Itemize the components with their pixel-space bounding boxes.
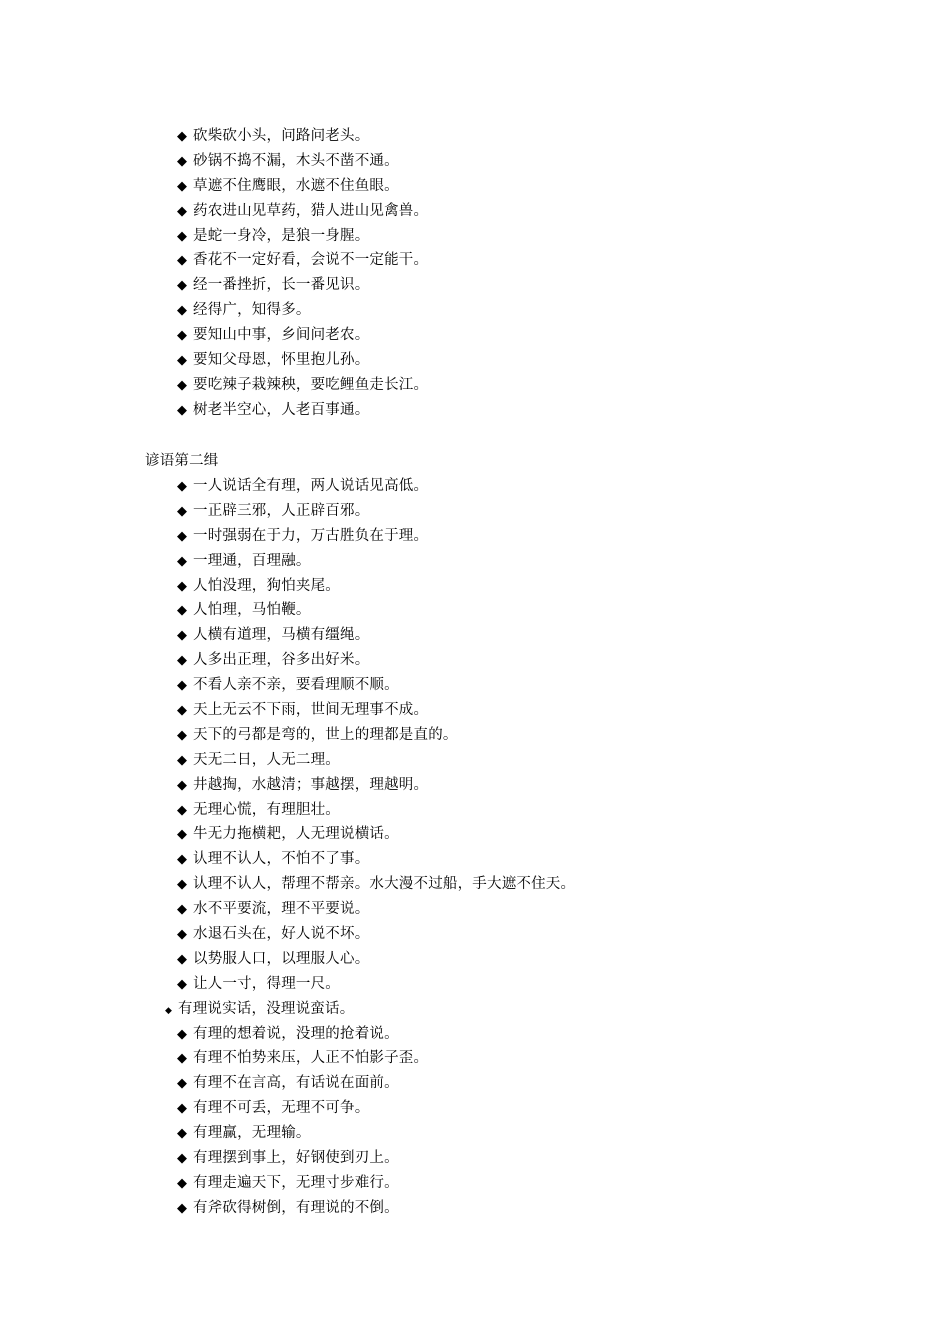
diamond-bullet-icon: ◆ bbox=[177, 976, 188, 992]
list-item bbox=[177, 947, 575, 972]
list-item bbox=[177, 174, 428, 199]
diamond-bullet-icon: ◆ bbox=[177, 377, 188, 393]
proverb-text: 砂锅不捣不漏，木头不凿不通。 bbox=[193, 152, 399, 169]
list-item bbox=[177, 149, 428, 174]
proverb-text: 以势服人口，以理服人心。 bbox=[193, 950, 370, 967]
diamond-bullet-icon: ◆ bbox=[177, 253, 188, 269]
diamond-bullet-icon: ◆ bbox=[177, 278, 188, 294]
diamond-bullet-icon: ◆ bbox=[177, 777, 188, 793]
proverb-text: 要知父母恩，怀里抱儿孙。 bbox=[193, 352, 370, 369]
diamond-bullet-icon: ◆ bbox=[177, 902, 188, 918]
proverb-text: 一理通，百理融。 bbox=[193, 552, 311, 569]
proverb-text: 牛无力拖横耙，人无理说横话。 bbox=[193, 826, 399, 843]
list-item bbox=[177, 574, 575, 599]
list-item bbox=[177, 1022, 575, 1047]
proverb-text: 香花不一定好看，会说不一定能干。 bbox=[193, 252, 429, 269]
diamond-bullet-icon: ◆ bbox=[177, 402, 188, 418]
diamond-bullet-icon: ◆ bbox=[177, 603, 188, 619]
diamond-bullet-icon: ◆ bbox=[177, 1175, 188, 1191]
proverb-text: 认理不认人，不怕不了事。 bbox=[193, 851, 370, 868]
diamond-bullet-icon: ◆ bbox=[177, 353, 188, 369]
diamond-bullet-icon: ◆ bbox=[177, 203, 188, 219]
proverb-text: 有理摆到事上，好钢使到刃上。 bbox=[193, 1150, 399, 1167]
diamond-bullet-icon: ◆ bbox=[177, 703, 188, 719]
diamond-bullet-icon: ◆ bbox=[177, 303, 188, 319]
proverb-text: 让人一寸，得理一尺。 bbox=[193, 975, 340, 992]
list-item bbox=[177, 1096, 575, 1121]
list-item bbox=[177, 872, 575, 897]
list-item bbox=[177, 499, 575, 524]
proverb-text: 水退石头在，好人说不坏。 bbox=[193, 926, 370, 943]
proverb-text: 认理不认人，帮理不帮亲。水大漫不过船，手大遮不住天。 bbox=[193, 876, 576, 893]
section-heading: 谚语第二缉 bbox=[145, 453, 219, 469]
proverb-text: 要吃辣子栽辣秧，要吃鲤鱼走长江。 bbox=[193, 376, 429, 393]
list-item bbox=[177, 323, 428, 348]
list-item bbox=[177, 474, 575, 499]
list-item bbox=[177, 673, 575, 698]
list-item bbox=[177, 124, 428, 149]
proverb-text: 一时强弱在于力，万古胜负在于理。 bbox=[193, 527, 429, 544]
proverb-text: 经一番挫折，长一番见识。 bbox=[193, 277, 370, 294]
proverb-text: 井越掏，水越清；事越摆，理越明。 bbox=[193, 776, 429, 793]
proverb-text: 天无二日，人无二理。 bbox=[193, 751, 340, 768]
diamond-bullet-icon: ◆ bbox=[177, 528, 188, 544]
proverb-text: 天下的弓都是弯的，世上的理都是直的。 bbox=[193, 726, 458, 743]
proverb-text: 不看人亲不亲，要看理顺不顺。 bbox=[193, 677, 399, 694]
list-item bbox=[177, 398, 428, 423]
list-item bbox=[177, 1146, 575, 1171]
proverb-text: 人怕没理，狗怕夹尾。 bbox=[193, 577, 340, 594]
list-item bbox=[177, 224, 428, 249]
diamond-bullet-icon: ◆ bbox=[177, 927, 188, 943]
proverb-text: 是蛇一身冷，是狼一身腥。 bbox=[193, 227, 370, 244]
diamond-bullet-icon: ◆ bbox=[177, 129, 188, 144]
list-item bbox=[177, 847, 575, 872]
diamond-bullet-icon: ◆ bbox=[177, 877, 188, 893]
proverb-list-section-1 bbox=[177, 124, 428, 423]
diamond-bullet-icon: ◆ bbox=[177, 802, 188, 818]
proverb-text: 一正辟三邪，人正辟百邪。 bbox=[193, 502, 370, 519]
list-item bbox=[177, 897, 575, 922]
diamond-bullet-icon: ◆ bbox=[177, 1026, 188, 1042]
proverb-text: 人多出正理，谷多出好米。 bbox=[193, 652, 370, 669]
diamond-bullet-icon: ◆ bbox=[177, 852, 188, 868]
list-item bbox=[177, 623, 575, 648]
list-item bbox=[177, 524, 575, 549]
diamond-bullet-icon: ◆ bbox=[177, 228, 188, 244]
diamond-bullet-icon: ◆ bbox=[177, 1151, 188, 1167]
proverb-text: 有理不怕势来压，人正不怕影子歪。 bbox=[193, 1050, 429, 1067]
diamond-bullet-icon: ◆ bbox=[177, 1051, 188, 1067]
list-item bbox=[177, 972, 575, 997]
proverb-text: 经得广，知得多。 bbox=[193, 302, 311, 319]
list-item bbox=[177, 798, 575, 823]
diamond-bullet-icon: ◆ bbox=[177, 653, 188, 669]
list-item bbox=[177, 698, 575, 723]
proverb-text: 有斧砍得树倒，有理说的不倒。 bbox=[193, 1199, 399, 1216]
list-item bbox=[177, 922, 575, 947]
list-item bbox=[165, 997, 575, 1022]
proverb-text: 天上无云不下雨，世间无理事不成。 bbox=[193, 702, 429, 719]
list-item bbox=[177, 1071, 575, 1096]
list-item bbox=[177, 348, 428, 373]
diamond-bullet-icon: ◆ bbox=[177, 1076, 188, 1092]
list-item bbox=[177, 648, 575, 673]
diamond-bullet-icon: ◆ bbox=[177, 951, 188, 967]
list-item bbox=[177, 773, 575, 798]
diamond-bullet-icon: ◆ bbox=[177, 752, 188, 768]
diamond-bullet-icon: ◆ bbox=[177, 628, 188, 644]
list-item bbox=[177, 373, 428, 398]
proverb-text: 要知山中事，乡间问老农。 bbox=[193, 327, 370, 344]
diamond-bullet-icon: ◆ bbox=[177, 827, 188, 843]
diamond-bullet-icon: ◆ bbox=[177, 727, 188, 743]
proverb-text: 有理不可丢，无理不可争。 bbox=[193, 1100, 370, 1117]
proverb-text: 砍柴砍小头，问路问老头。 bbox=[193, 128, 370, 144]
proverb-text: 水不平要流，理不平要说。 bbox=[193, 901, 370, 918]
diamond-bullet-icon: ◆ bbox=[177, 178, 188, 194]
proverb-text: 有理不在言高，有话说在面前。 bbox=[193, 1075, 399, 1092]
proverb-text: 草遮不住鹰眼，水遮不住鱼眼。 bbox=[193, 177, 399, 194]
list-item bbox=[177, 549, 575, 574]
diamond-bullet-icon: ◆ bbox=[177, 578, 188, 594]
small-diamond-bullet-icon: ◆ bbox=[165, 1005, 173, 1016]
list-item bbox=[177, 298, 428, 323]
proverb-text: 有理的想着说，没理的抢着说。 bbox=[193, 1025, 399, 1042]
list-item bbox=[177, 748, 575, 773]
diamond-bullet-icon: ◆ bbox=[177, 1101, 188, 1117]
diamond-bullet-icon: ◆ bbox=[177, 553, 188, 569]
list-item bbox=[177, 822, 575, 847]
list-item bbox=[177, 248, 428, 273]
list-item bbox=[177, 723, 575, 748]
diamond-bullet-icon: ◆ bbox=[177, 479, 188, 494]
list-item bbox=[177, 199, 428, 224]
proverb-text: 无理心慌，有理胆壮。 bbox=[193, 801, 340, 818]
list-item bbox=[177, 1171, 575, 1196]
list-item bbox=[177, 1121, 575, 1146]
diamond-bullet-icon: ◆ bbox=[177, 1200, 188, 1216]
proverb-text: 药农进山见草药，猎人进山见禽兽。 bbox=[193, 202, 429, 219]
proverb-text: 一人说话全有理，两人说话见高低。 bbox=[193, 478, 429, 494]
proverb-text: 有理说实话，没理说蛮话。 bbox=[178, 1000, 355, 1017]
diamond-bullet-icon: ◆ bbox=[177, 153, 188, 169]
list-item bbox=[177, 598, 575, 623]
proverb-text: 人横有道理，马横有缰绳。 bbox=[193, 627, 370, 644]
proverb-text: 树老半空心，人老百事通。 bbox=[193, 401, 370, 418]
proverb-text: 有理赢，无理输。 bbox=[193, 1125, 311, 1142]
proverb-text: 有理走遍天下，无理寸步难行。 bbox=[193, 1174, 399, 1191]
diamond-bullet-icon: ◆ bbox=[177, 678, 188, 694]
list-item bbox=[177, 273, 428, 298]
list-item bbox=[177, 1196, 575, 1221]
proverb-text: 人怕理，马怕鞭。 bbox=[193, 602, 311, 619]
list-item bbox=[177, 1046, 575, 1071]
proverb-list-section-2 bbox=[165, 474, 576, 1221]
diamond-bullet-icon: ◆ bbox=[177, 1126, 188, 1142]
diamond-bullet-icon: ◆ bbox=[177, 328, 188, 344]
diamond-bullet-icon: ◆ bbox=[177, 503, 188, 519]
